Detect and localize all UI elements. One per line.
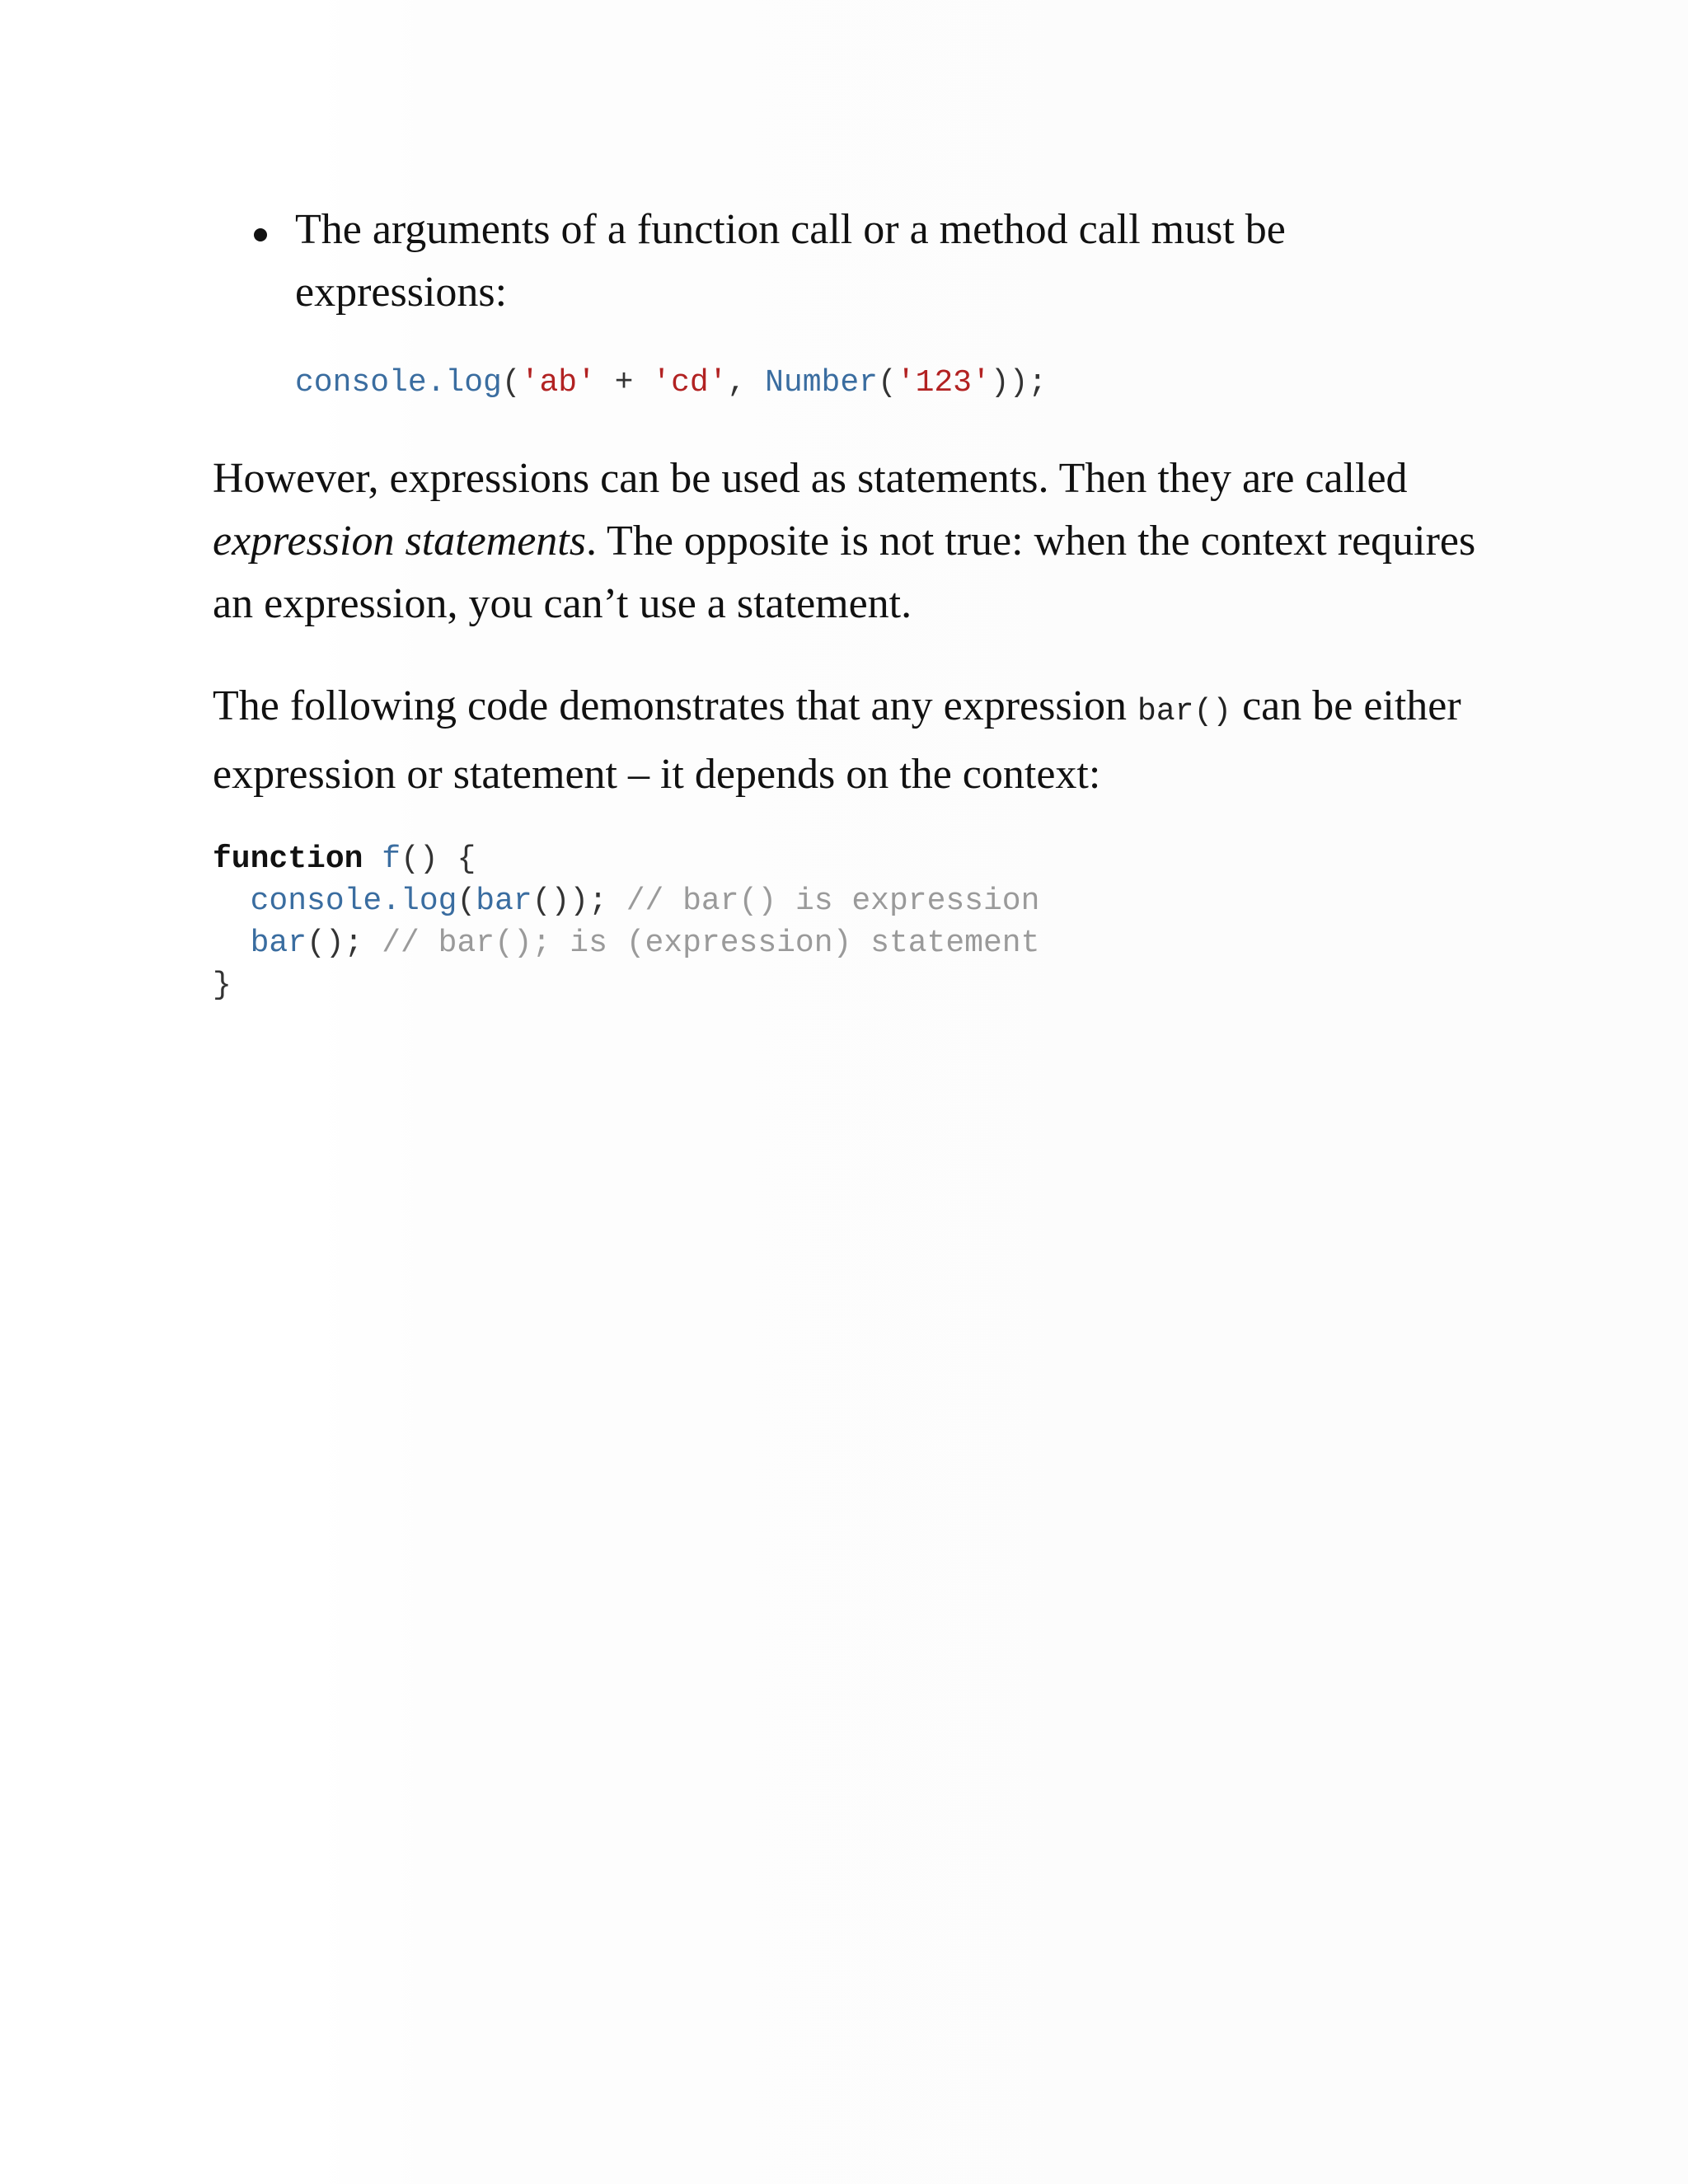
code-line — [213, 922, 1039, 964]
code-line — [213, 880, 1039, 922]
code-token: f — [382, 841, 401, 877]
code-line — [213, 964, 1039, 1006]
code-token: bar — [476, 883, 532, 919]
code-token: 'cd' — [652, 365, 728, 401]
paragraph-expression-statements — [213, 448, 1498, 635]
code-example-arguments — [295, 362, 1047, 404]
paragraph-text: can be either expression or statement – it depends on the context: — [213, 682, 1461, 798]
code-comment: // bar() is expression — [626, 883, 1040, 919]
code-line — [213, 838, 1039, 880]
bullet-dot-icon — [254, 228, 267, 241]
code-token: console.log — [295, 365, 502, 401]
paragraph-text: . The opposite is not true: when the context requires an expression, you can’t use a statement. — [213, 518, 1476, 627]
emphasis-text: expression statements — [213, 518, 586, 565]
code-token: () { — [401, 841, 476, 877]
code-token: ( — [501, 365, 521, 401]
code-token: '123' — [896, 365, 991, 401]
code-token: console.log — [250, 883, 457, 919]
code-token: ()); — [532, 883, 626, 919]
code-token: 'ab' — [520, 365, 596, 401]
code-token: (); — [307, 926, 382, 961]
paragraph-text: The following code demonstrates that any expression — [213, 682, 1138, 729]
paragraph-context — [213, 675, 1498, 806]
inline-code: bar() — [1137, 694, 1232, 729]
code-token: bar — [250, 926, 307, 961]
code-keyword: function — [213, 841, 363, 877]
code-comment: // bar(); is (expression) statement — [382, 926, 1040, 961]
code-token: ( — [877, 365, 897, 401]
code-indent — [213, 926, 251, 961]
code-token: + — [595, 365, 653, 401]
code-token: ( — [457, 883, 476, 919]
code-token: Number — [765, 365, 878, 401]
code-token: } — [213, 968, 232, 1003]
code-token: )); — [990, 365, 1048, 401]
code-token — [363, 841, 382, 877]
code-indent — [213, 883, 251, 919]
paragraph-text: However, expressions can be used as statements. Then they are called — [213, 455, 1408, 502]
code-example-function — [213, 838, 1039, 1006]
code-token: , — [727, 365, 766, 401]
bullet-text: The arguments of a function call or a method call must be expressions: — [295, 206, 1286, 316]
